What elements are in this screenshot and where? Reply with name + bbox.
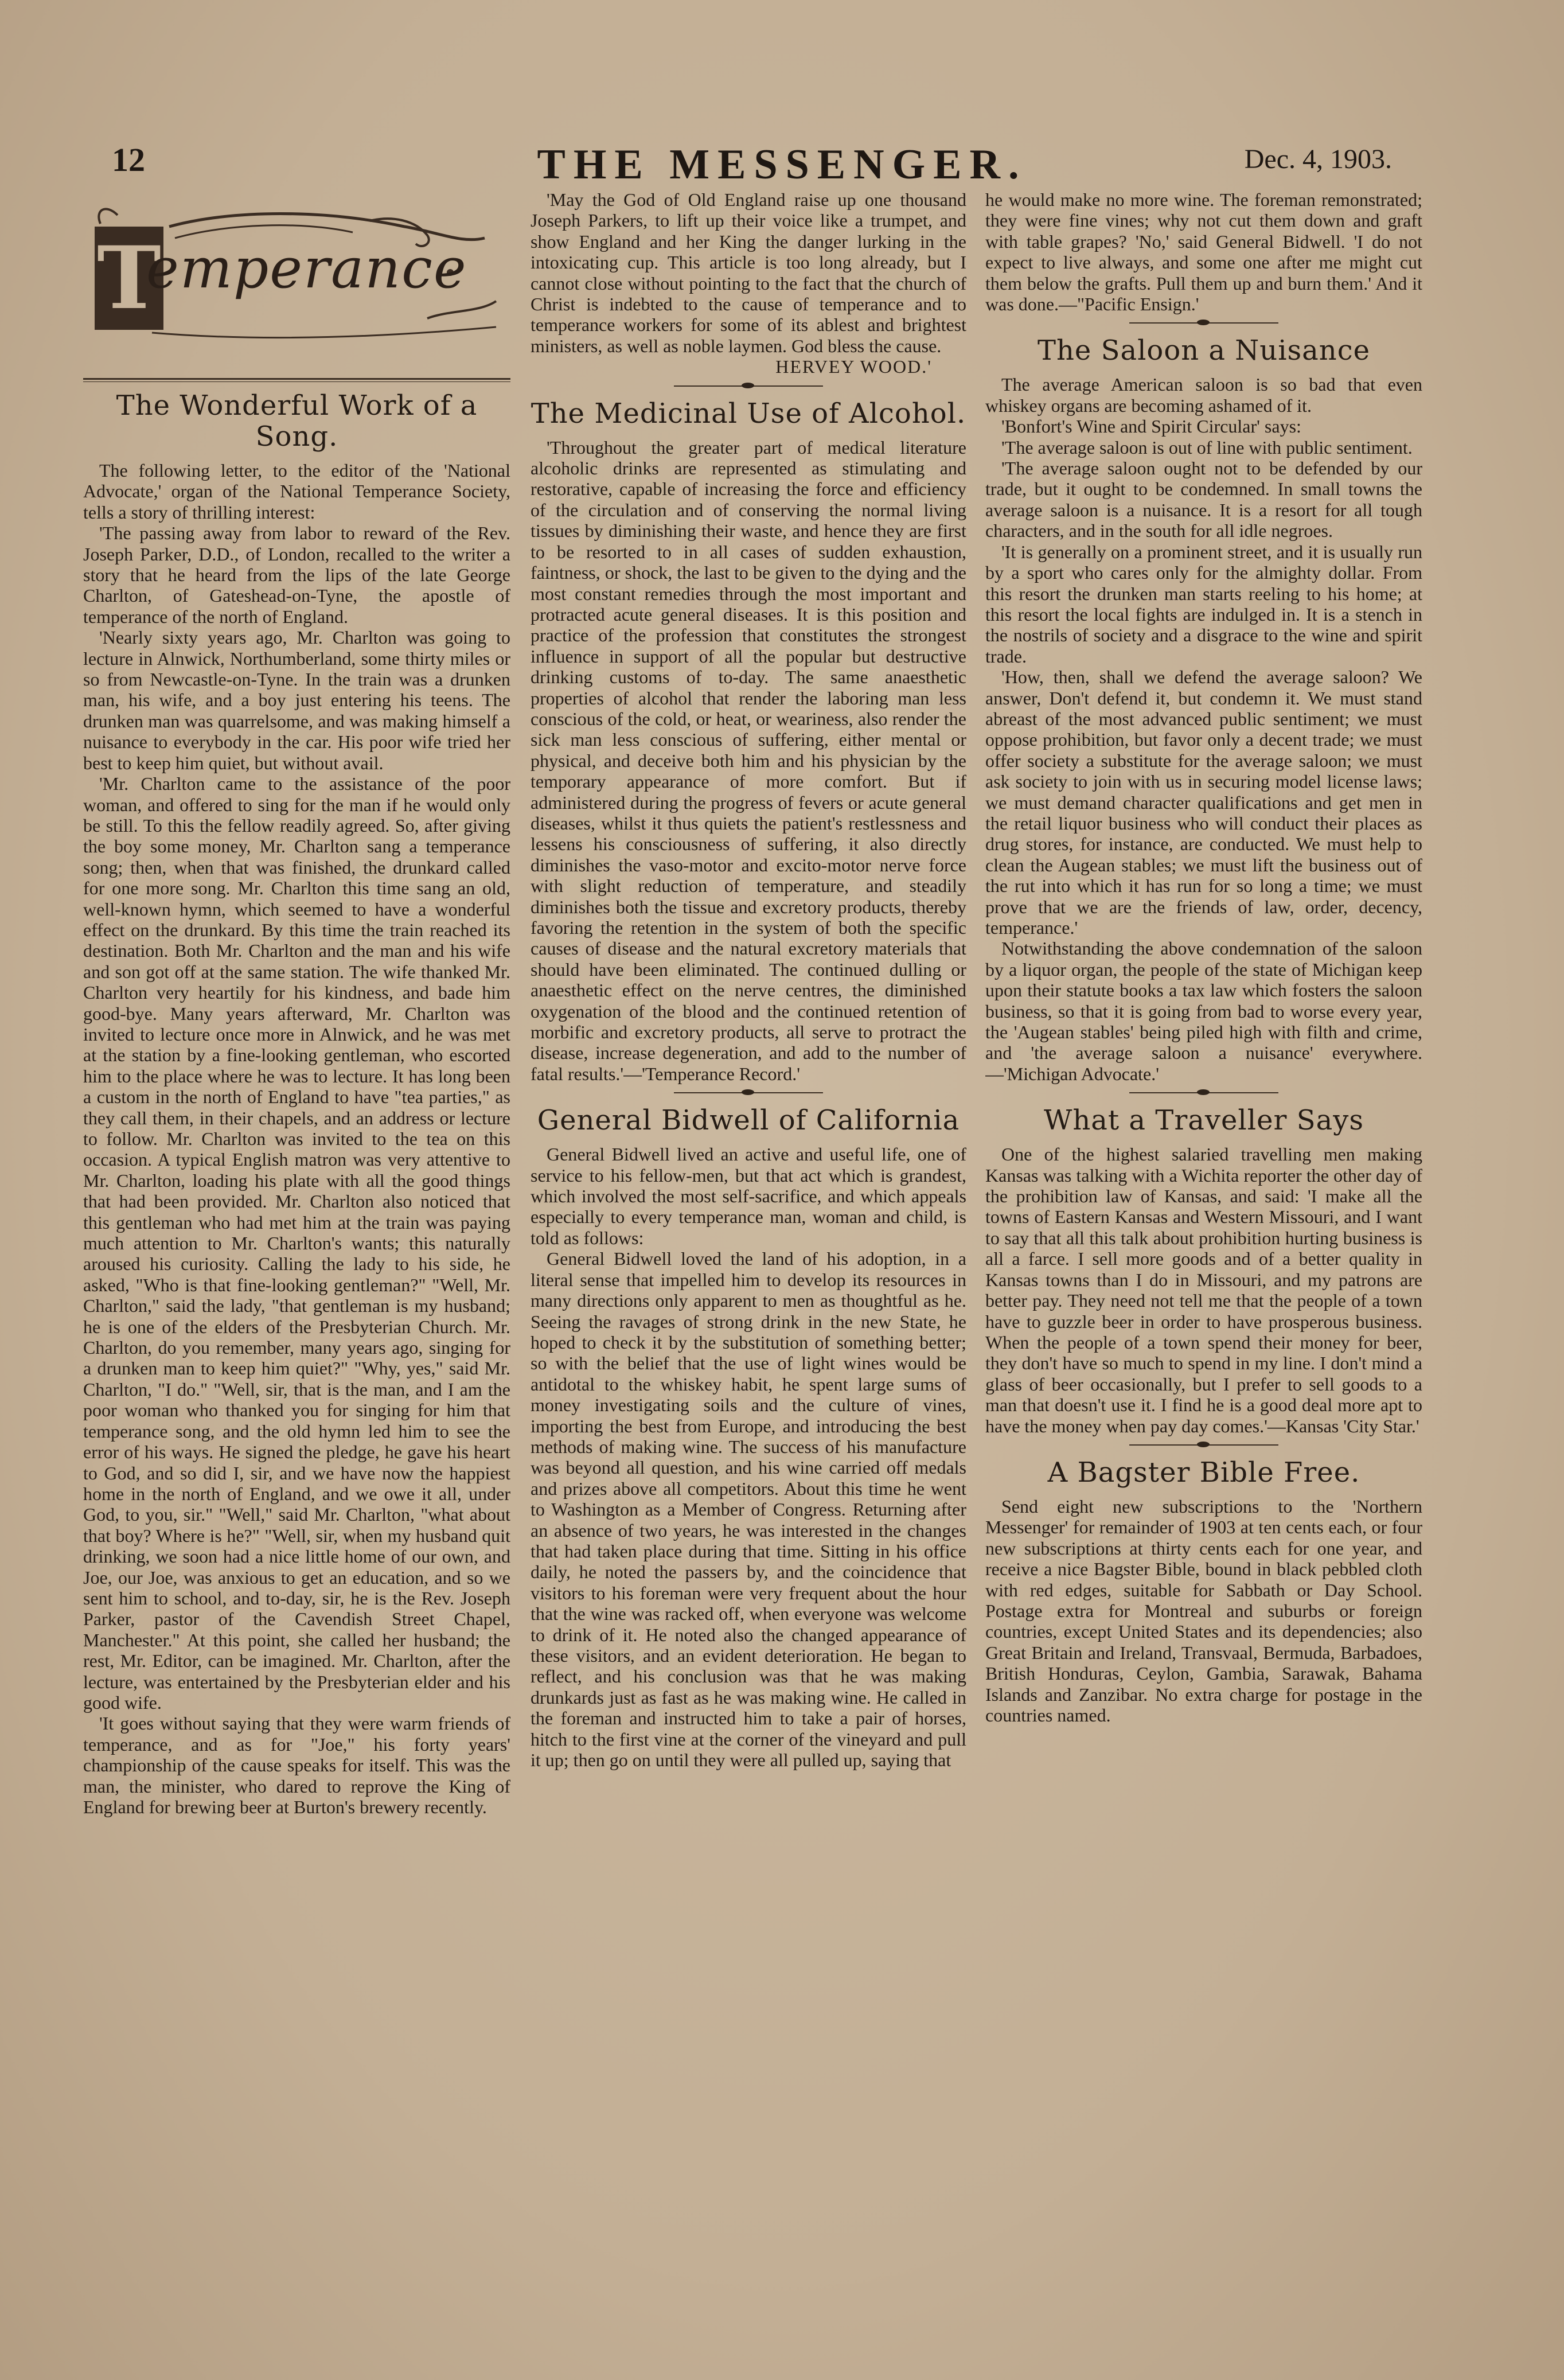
article-paragraph: Notwithstanding the above condemnation of the saloon by a liquor organ, the people of the state of Michigan keep upon their statute books a tax law which fosters the saloon business, so that it is going from bad to worse every year, the 'Augean stables' being piled high with filth and crime, and 'the average saloon a nuisance' everywhere.—'Michigan Advocate.' (985, 938, 1422, 1084)
section-divider (674, 382, 823, 390)
masthead-title: THE MESSENGER. (537, 141, 1027, 188)
article-title-bagster-bible: A Bagster Bible Free. (1047, 1456, 1360, 1489)
article-paragraph: he would make no more wine. The foreman remonstrated; they were fine vines; why not cut them down and graft with table grapes? 'No,' said General Bidwell. 'I do not expect to live always, and some one after me might cut them below the grafts. Pull them up and burn them.' And it was done.—"Pacific Ensign.' (985, 189, 1422, 315)
article-title-medicinal-alcohol: The Medicinal Use of Alcohol. (531, 397, 966, 430)
article-paragraph: 'It goes without saying that they were warm friends of temperance, and as for "Joe," his forty years' championship of the cause speaks for itself. This was the man, the minister, who dared to reprove the King of England for brewing beer at Burton's brewery recently. (83, 1713, 510, 1817)
article-paragraph: The average American saloon is so bad that even whiskey organs are becoming ashamed of it. (985, 374, 1422, 416)
article-paragraph: General Bidwell loved the land of his adoption, in a literal sense that impelled him to develop its resources in many directions only apparent to men as thoughtful as he. Seeing the ravages of strong drink in the new State, he hoped to check it by the substitution of something better; so with the belief that the use of light wines would be antidotal to the whiskey habit, he spent large sums of money investigating soils and the culture of vines, importing the best from Europe, and introducing the best methods of making wine. The success of his manufacture was beyond all question, and his wine carried off medals and prizes above all competitors. About this time he went to Washington as a Member of Congress. Returning after an absence of two years, he was interested in the changes that had taken place during that time. Sitting in his office daily, he noted the passers by, and the coincidence that visitors to his foreman were very frequent about the hour that the wine was racked off, when everyone was welcome to drink of it. He noted also the changed appearance of these visitors, and an evident deterioration. He began to reflect, and his conclusion was that he was making drunkards just as fast as he was making wine. He called in the foreman and instructed him to take a pair of horses, hitch to the first vine at the corner of the vineyard and pull it up; then go on until they were all pulled up, saying that (531, 1248, 966, 1771)
decorative-initial-t: T (95, 227, 163, 330)
article-paragraph: One of the highest salaried travelling men making Kansas was talking with a Wichita reporter the other day of the prohibition law of Kansas, and said: 'I make all the towns of Eastern Kansas and Western Missouri, and I want to say that all this talk about prohibition hurting business is all a farce. I sell more goods and of a better quality in Kansas towns than I do in Missouri, and my patrons are better pay. They need not tell me that the people of a town have to guzzle beer in order to have prosperous business. When the people of a town spend their money for beer, they don't have so much to spend in my line. I don't mind a glass of beer occasionally, but I prefer to sell goods to a man that doesn't use it. I find he is a good deal more apt to have the money when pay day comes.'—Kansas 'City Star.' (985, 1144, 1422, 1436)
article-signature: HERVEY WOOD.' (775, 356, 932, 377)
article-paragraph: Send eight new subscriptions to the 'Northern Messenger' for remainder of 1903 at ten cents each, or four new subscriptions at thirty cents each for one year, and receive a nice Bagster Bible, bound in black pebbled cloth with red edges, suitable for Sabbath or Day School. Postage extra for Montreal and suburbs or foreign countries, except United States and its dependencies; also Great Britain and Ireland, Transvaal, Bermuda, Barbadoes, British Honduras, Ceylon, Gambia, Sarawak, Bahama Islands and Zanzibar. No extra charge for postage in the countries named. (985, 1495, 1422, 1725)
article-paragraph: General Bidwell lived an active and useful life, one of service to his fellow-men, but that act which is grandest, which involved the most self-sacrifice, and which appeals especially to every temperance man, woman and child, is told as follows: (531, 1144, 966, 1248)
article-title-saloon-nuisance: The Saloon a Nuisance (1037, 334, 1370, 367)
banner-rule (83, 378, 510, 382)
article-paragraph: 'Mr. Charlton came to the assistance of the poor woman, and offered to sing for the man if he would only be still. To this the fellow readily agreed. So, after giving the boy some money, Mr. Charlton sang a temperance song; then, when that was finished, the drunkard called for one more song. Mr. Charlton this time sang an old, well-known hymn, which seemed to have a wonderful effect on the drunkard. By this time the train reached its destination. Both Mr. Charlton and the man and his wife and son got off at the same station. The wife thanked Mr. Charlton very heartily for his kindness, and bade him good-bye. Many years afterward, Mr. Charlton was invited to lecture once more in Alnwick, and he was met at the station by a fine-looking gentleman, who escorted him to the place where he was to lecture. It has long been a custom in the north of England to have "tea parties," as they call them, in their chapels, and an address or lecture to follow. Mr. Charlton was invited to the tea on this occasion. A typical English matron was very attentive to Mr. Charlton, loading his plate with all the good things that had been provided. Mr. Charlton also noticed that this gentleman who had met him at the train was paying much attention to Mr. Charlton's wants; this naturally aroused his curiosity. Calling the lady to his side, he asked, "Who is that fine-looking gentleman?" "Well, Mr. Charlton," said the lady, "that gentleman is my husband; he is one of the elders of the Presbyterian Church. Mr. Charlton, do you remember, many years ago, singing for a drunken man to keep him quiet?" "Why, yes," said Mr. Charlton, "I do." "Well, sir, that is the man, and I am the poor woman who thanked you for singing for him that temperance song, and the old hymn led him to see the error of his ways. He signed the pledge, he gave his heart to God, and so did I, sir, and we have now the happiest home in the north of England, and we owe it all, under God, to you, sir." "Well," said Mr. Charlton, "what about that boy? Where is he?" "Well, sir, when my husband quit drinking, we soon had a nice little home of our own, and Joe, our Joe, was anxious to get an education, and so we sent him to school, and to-day, sir, he is the Rev. Joseph Parker, pastor of the Cavendish Street Chapel, Manchester." At this point, she called her husband; the rest, Mr. Editor, can be imagined. Mr. Charlton, after the lecture, was entertained by the Presbyterian elder and his good wife. (83, 773, 510, 1713)
section-divider (1129, 1441, 1278, 1449)
article-paragraph: 'The passing away from labor to reward of the Rev. Joseph Parker, D.D., of London, recalled to the writer a story that he heard from the lips of the late George Charlton, of Gateshead-on-Tyne, the apostle of temperance of the north of England. (83, 523, 510, 627)
article-title-general-bidwell: General Bidwell of California (537, 1104, 960, 1137)
article-paragraph: 'Nearly sixty years ago, Mr. Charlton was going to lecture in Alnwick, Northumberland, some thirty miles or so from Newcastle-on-Tyne. In the train was a drunken man, his wife, and a boy just entering his teens. The drunken man was quarrelsome, and was making himself a nuisance to everybody in the car. His poor wife tried her best to keep him quiet, but without avail. (83, 627, 510, 773)
article-paragraph: The following letter, to the editor of the 'National Advocate,' organ of the National Temperance Society, tells a story of thrilling interest: (83, 460, 510, 523)
article-title-wonderful-work: The Wonderful Work of a Song. (116, 389, 478, 453)
section-divider (674, 1089, 823, 1097)
article-paragraph: 'Throughout the greater part of medical literature alcoholic drinks are represented as stimulating and restorative, capable of increasing the force and efficiency of the circulation and of conserving the normal living tissues by diminishing their waste, and hence they are first to be resorted to in all cases of sudden exhaustion, faintness, or shock, the last to be given to the dying and the most constant remedies through the most important and protracted acute general diseases. It is this position and practice of the profession that constitutes the strongest influence in support of all the popular but destructive drinking customs of to-day. The same anaesthetic properties of alcohol that render the laboring man less conscious of the cold, or heat, or weariness, also render the sick man less conscious of suffering, either mental or physical, and deceive both him and his physician by the temporary appearance of more comfort. But if administered during the progress of fevers or acute general diseases, whilst it thus quiets the patient's restlessness and lessens his consciousness of suffering, it also directly diminishes the vaso-motor and excito-motor nerve force with slight reduction of temperature, and steadily diminishes both the tissue and excretory products, thereby favoring the retention in the system of both the specific causes of disease and the natural excretory materials that should have been eliminated. The continued dulling or anaesthetic effect on the nerve centres, the diminished oxygenation of the blood and the continued retention of morbific and excretory products, all serve to protract the disease, increase degeneration, and add to the number of fatal results.'—'Temperance Record.' (531, 437, 966, 1084)
column-3 (985, 189, 1422, 2346)
article-paragraph: 'It is generally on a prominent street, and it is usually run by a sport who cares only for the almighty dollar. From this resort the drunken man starts reeling to his home; at this resort the local fights are indulged in. It is a stench in the nostrils of society and a disgrace to the wine and spirit trade. (985, 541, 1422, 667)
article-paragraph: 'The average saloon is out of line with public sentiment. (1001, 437, 1413, 458)
article-paragraph: 'May the God of Old England raise up one thousand Joseph Parkers, to lift up their voice like a trumpet, and show England and her King the danger lurking in the intoxicating cup. This article is too long already, but I cannot close without pointing to the fact that the church of Christ is indebted to the cause of temperance and to temperance workers for some of its ablest and brightest ministers, as well as noble laymen. God bless the cause. (531, 189, 966, 356)
article-paragraph: 'The average saloon ought not to be defended by our trade, but it ought to be condemned. In small towns the average saloon is a nuisance. It is a resort for all tough characters, and in the south for all idle negroes. (985, 458, 1422, 542)
section-divider (1129, 319, 1278, 327)
article-title-traveller-says: What a Traveller Says (1044, 1104, 1364, 1137)
temperance-banner (83, 204, 510, 376)
page-number: 12 (112, 141, 145, 178)
issue-date: Dec. 4, 1903. (1244, 144, 1392, 174)
article-paragraph: 'Bonfort's Wine and Spirit Circular' says: (1001, 416, 1301, 437)
article-paragraph: 'How, then, shall we defend the average saloon? We answer, Don't defend it, but condemn it. We must stand abreast of the most advanced public sentiment; we must oppose prohibition, but favor only a decent trade; we must offer society a substitute for the average saloon; we must ask society to join with us in securing model license laws; we must demand character qualifications and get men in the retail liquor business who will conduct their places as drug stores, for instance, are conducted. We must help to clean the Augean stables; we must lift the business out of the rut into which it has run for so long a time; we must prove that we are the friends of law, order, decency, temperance.' (985, 667, 1422, 938)
column-2 (531, 189, 966, 2346)
column-1 (83, 204, 510, 2346)
temperance-logo: emperance (146, 236, 467, 301)
section-divider (1129, 1089, 1278, 1097)
